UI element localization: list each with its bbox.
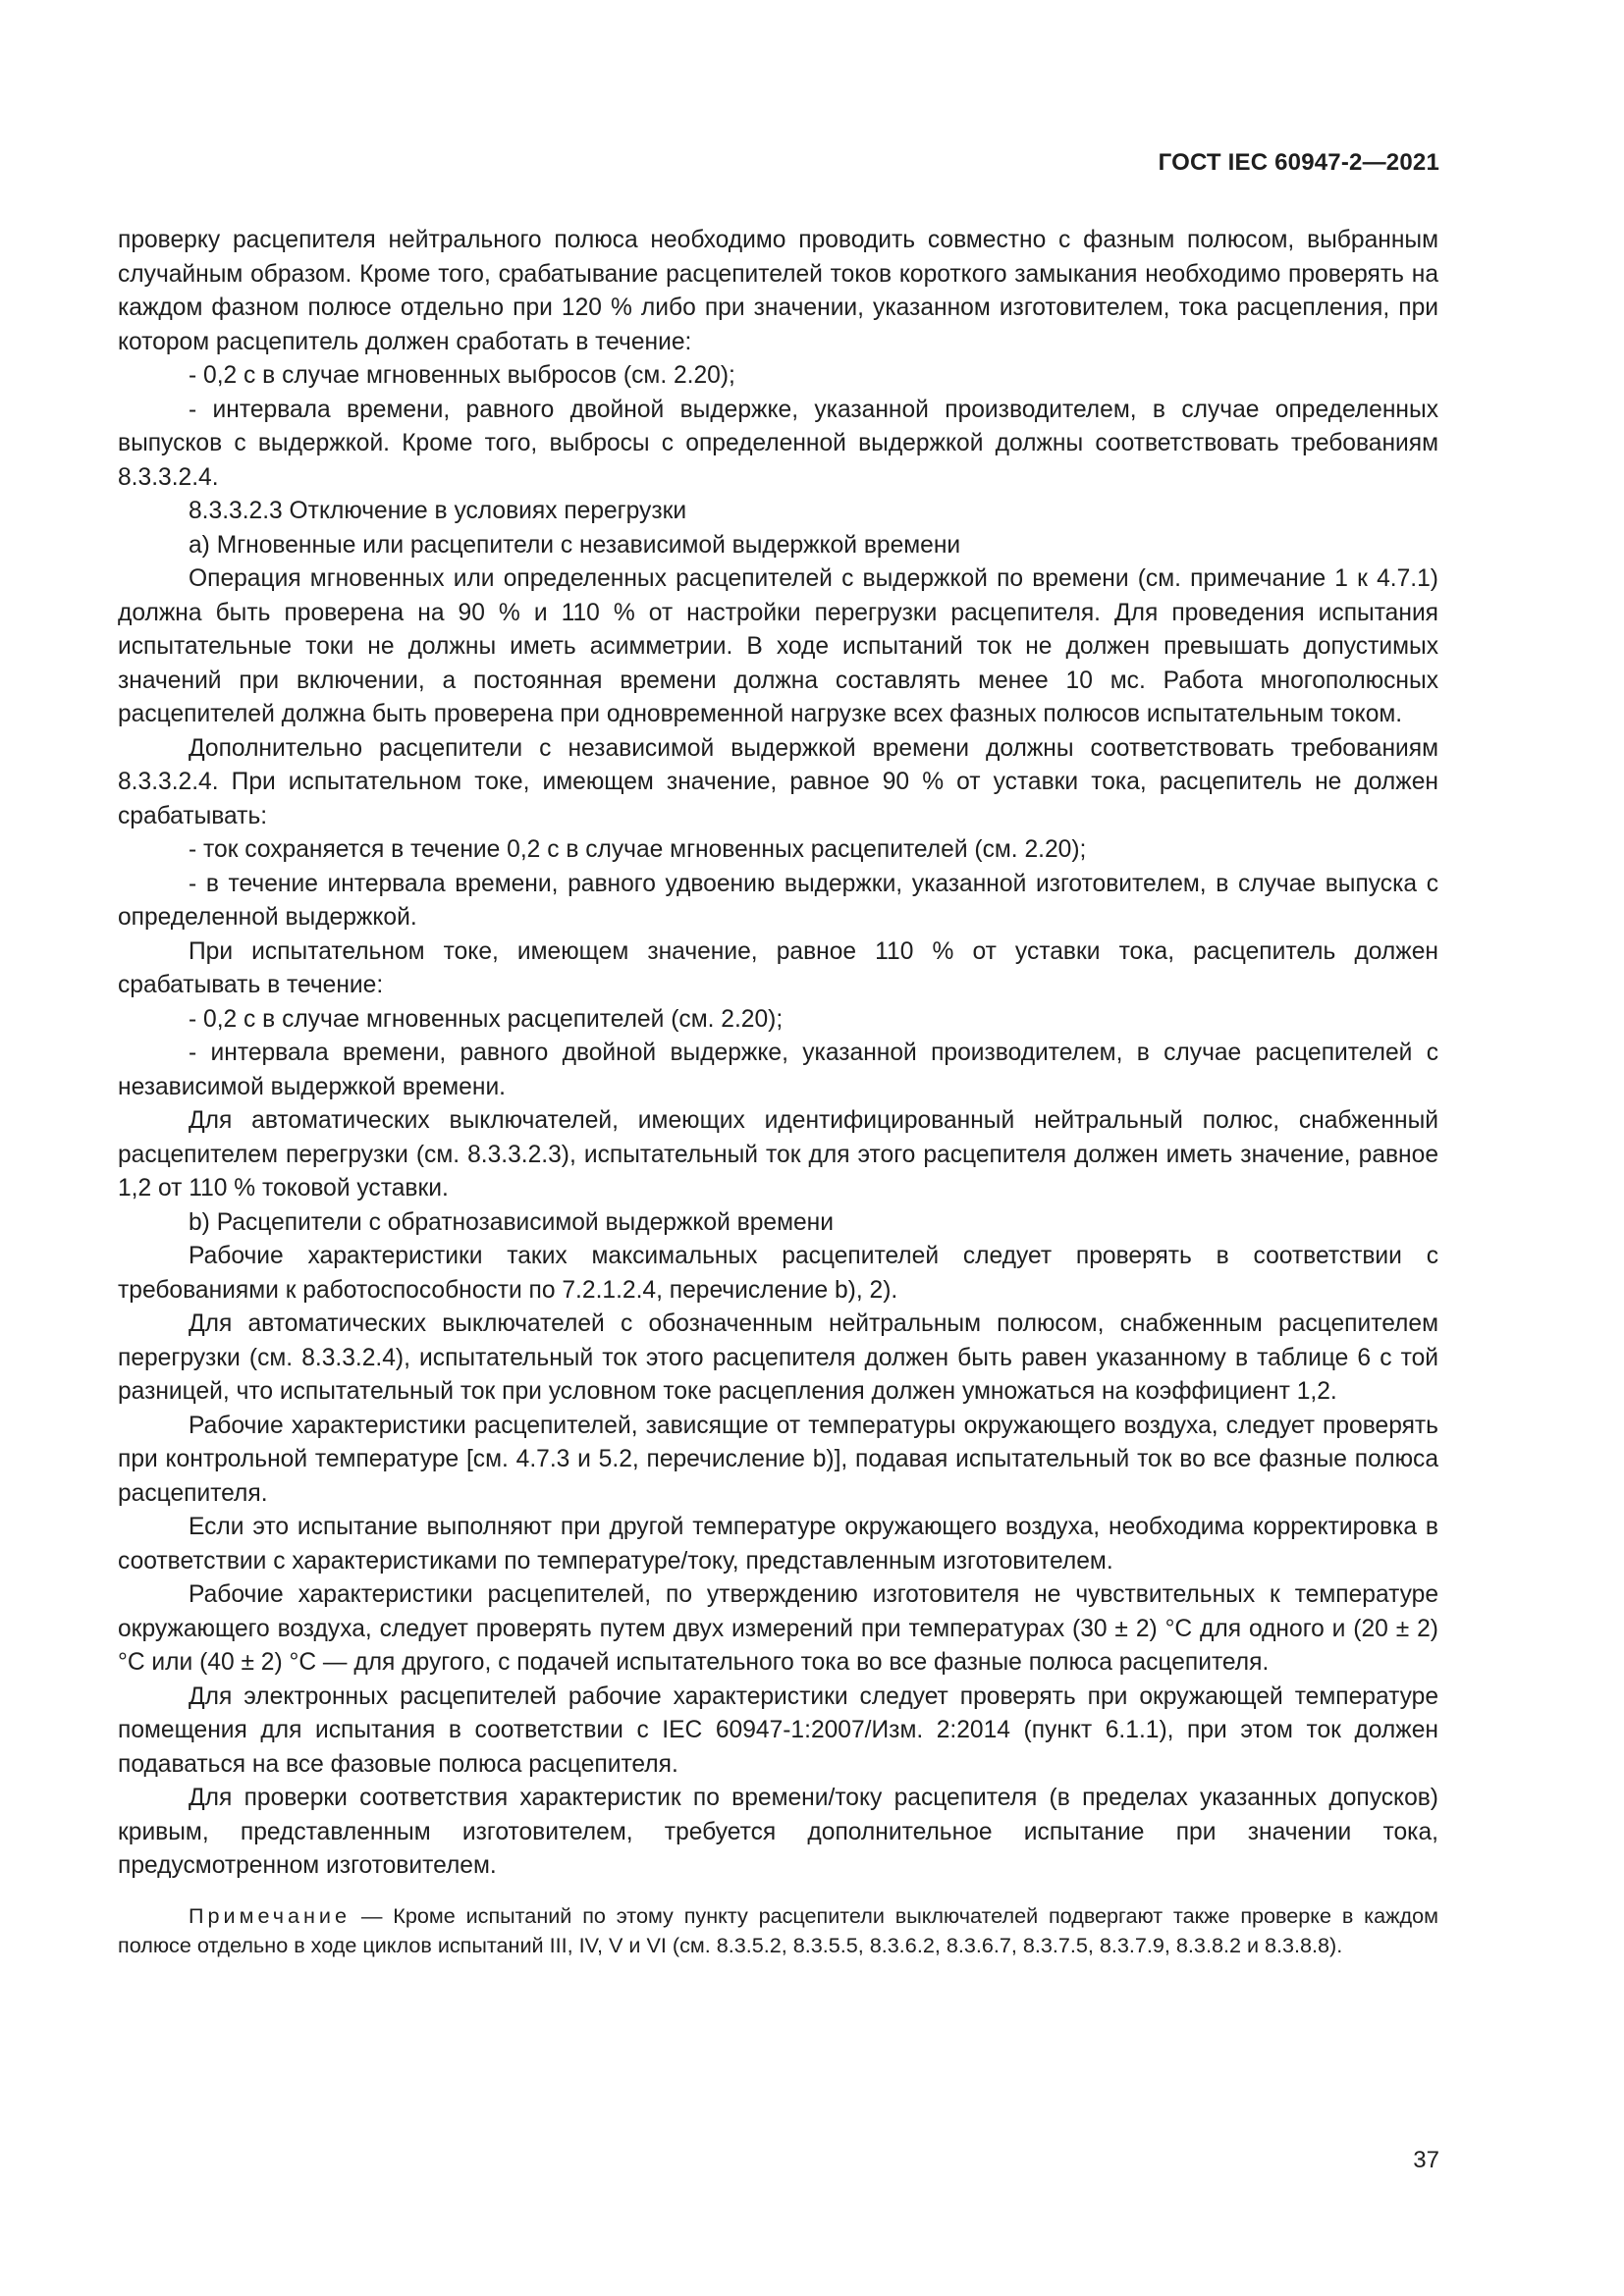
paragraph: Для электронных расцепителей рабочие характеристики следует проверять при окружающей температуре помещения для испытания в соответствии с IEC 60947-1:2007/Изм. 2:2014 (пункт 6.1.1), при этом ток должен подаваться на все фазовые полюса расцепителя.: [118, 1682, 1438, 1778]
list-item: - интервала времени, равного двойной выдержке, указанной производителем, в случае определенных выпусков с выдержкой. Кроме того, выбросы с определенной выдержкой должны соответствовать требованиям 8.3.3.2.4.: [118, 396, 1438, 491]
note: [118, 1901, 1438, 1960]
note-text: — Кроме испытаний по этому пункту расцепители выключателей подвергают также проверке в каждом полюсе отдельно в ходе циклов испытаний III, IV, V и VI (см. 8.3.5.2, 8.3.5.5, 8.3.6.2, 8.3.6.7, 8.3.7.5, 8.3.7.9, 8.3.8.2 и 8.3.8.8).: [118, 1902, 1438, 1957]
paragraph: Если это испытание выполняют при другой температуре окружающего воздуха, необходима корректировка в соответствии с характеристиками по температуре/току, представленным изготовителем.: [118, 1514, 1438, 1575]
paragraph: При испытательном токе, имеющем значение, равное 110 % от уставки тока, расцепитель должен срабатывать в течение:: [118, 937, 1438, 998]
list-item: - интервала времени, равного двойной выдержке, указанной производителем, в случае расцепителей с независимой выдержкой времени.: [118, 1040, 1438, 1100]
note-label: Примечание: [189, 1902, 351, 1928]
list-item: - 0,2 с в случае мгновенных выбросов (см. 2.20);: [189, 362, 735, 389]
page-number: 37: [1413, 2147, 1439, 2173]
paragraph: Дополнительно расцепители с независимой выдержкой времени должны соответствовать требованиям 8.3.3.2.4. При испытательном токе, имеющем значение, равное 90 % от уставки тока, расцепитель не должен срабатывать:: [118, 734, 1438, 829]
list-item: - ток сохраняется в течение 0,2 с в случае мгновенных расцепителей (см. 2.20);: [189, 836, 1087, 863]
paragraph: Для автоматических выключателей, имеющих идентифицированный нейтральный полюс, снабженный расцепителем перегрузки (см. 8.3.3.2.3), испытательный ток для этого расцепителя должен иметь значение, равное 1,2 от 110 % токовой уставки.: [118, 1107, 1438, 1201]
paragraph: Для автоматических выключателей с обозначенным нейтральным полюсом, снабженным расцепителем перегрузки (см. 8.3.3.2.4), испытательный ток этого расцепителя должен быть равен указанному в таблице 6 с той разницей, что испытательный ток при условном токе расцепления должен умножаться на коэффициент 1,2.: [118, 1310, 1438, 1405]
paragraph: Рабочие характеристики таких максимальных расцепителей следует проверять в соответствии с требованиями к работоспособности по 7.2.1.2.4, перечисление b), 2).: [118, 1243, 1438, 1304]
paragraph: Рабочие характеристики расцепителей, зависящие от температуры окружающего воздуха, следует проверять при контрольной температуре [см. 4.7.3 и 5.2, перечисление b)], подавая испытательный ток во все фазные полюса расцепителя.: [118, 1412, 1438, 1507]
body-text: [118, 224, 1438, 1960]
list-item: - 0,2 с в случае мгновенных расцепителей (см. 2.20);: [189, 1005, 784, 1033]
standard-header: ГОСТ IEC 60947-2—2021: [1158, 149, 1439, 176]
paragraph: проверку расцепителя нейтрального полюса необходимо проводить совместно с фазным полюсом, выбранным случайным образом. Кроме того, срабатывание расцепителей токов короткого замыкания необходимо проверять на каждом фазном полюсе отдельно при 120 % либо при значении, указанном изготовителем, тока расцепления, при котором расцепитель должен сработать в течение:: [118, 227, 1438, 355]
list-item: - в течение интервала времени, равного удвоению выдержки, указанной изготовителем, в случае выпуска с определенной выдержкой.: [118, 870, 1438, 931]
subsection-heading: b) Расцепители с обратнозависимой выдержкой времени: [189, 1208, 834, 1236]
paragraph: Для проверки соответствия характеристик по времени/току расцепителя (в пределах указанных допусков) кривым, представленным изготовителем, требуется дополнительное испытание при значении тока, предусмотренном изготовителем.: [118, 1785, 1438, 1879]
paragraph: Операция мгновенных или определенных расцепителей с выдержкой по времени (см. примечание 1 к 4.7.1) должна быть проверена на 90 % и 110 % от настройки перегрузки расцепителя. Для проведения испытания испытательные токи не должны иметь асимметрии. В ходе испытаний ток не должен превышать допустимых значений при включении, а постоянная времени должна составлять менее 10 мс. Работа многополюсных расцепителей должна быть проверена при одновременной нагрузке всех фазных полюсов испытательным током.: [118, 565, 1438, 727]
subsection-heading: a) Мгновенные или расцепители с независимой выдержкой времени: [189, 531, 961, 559]
paragraph: Рабочие характеристики расцепителей, по утверждению изготовителя не чувствительных к температуре окружающего воздуха, следует проверять путем двух измерений при температурах (30 ± 2) °С для одного и (20 ± 2) °С или (40 ± 2) °С — для другого, с подачей испытательного тока во все фазные полюса расцепителя.: [118, 1581, 1438, 1676]
section-heading: 8.3.3.2.3 Отключение в условиях перегрузки: [189, 498, 687, 524]
